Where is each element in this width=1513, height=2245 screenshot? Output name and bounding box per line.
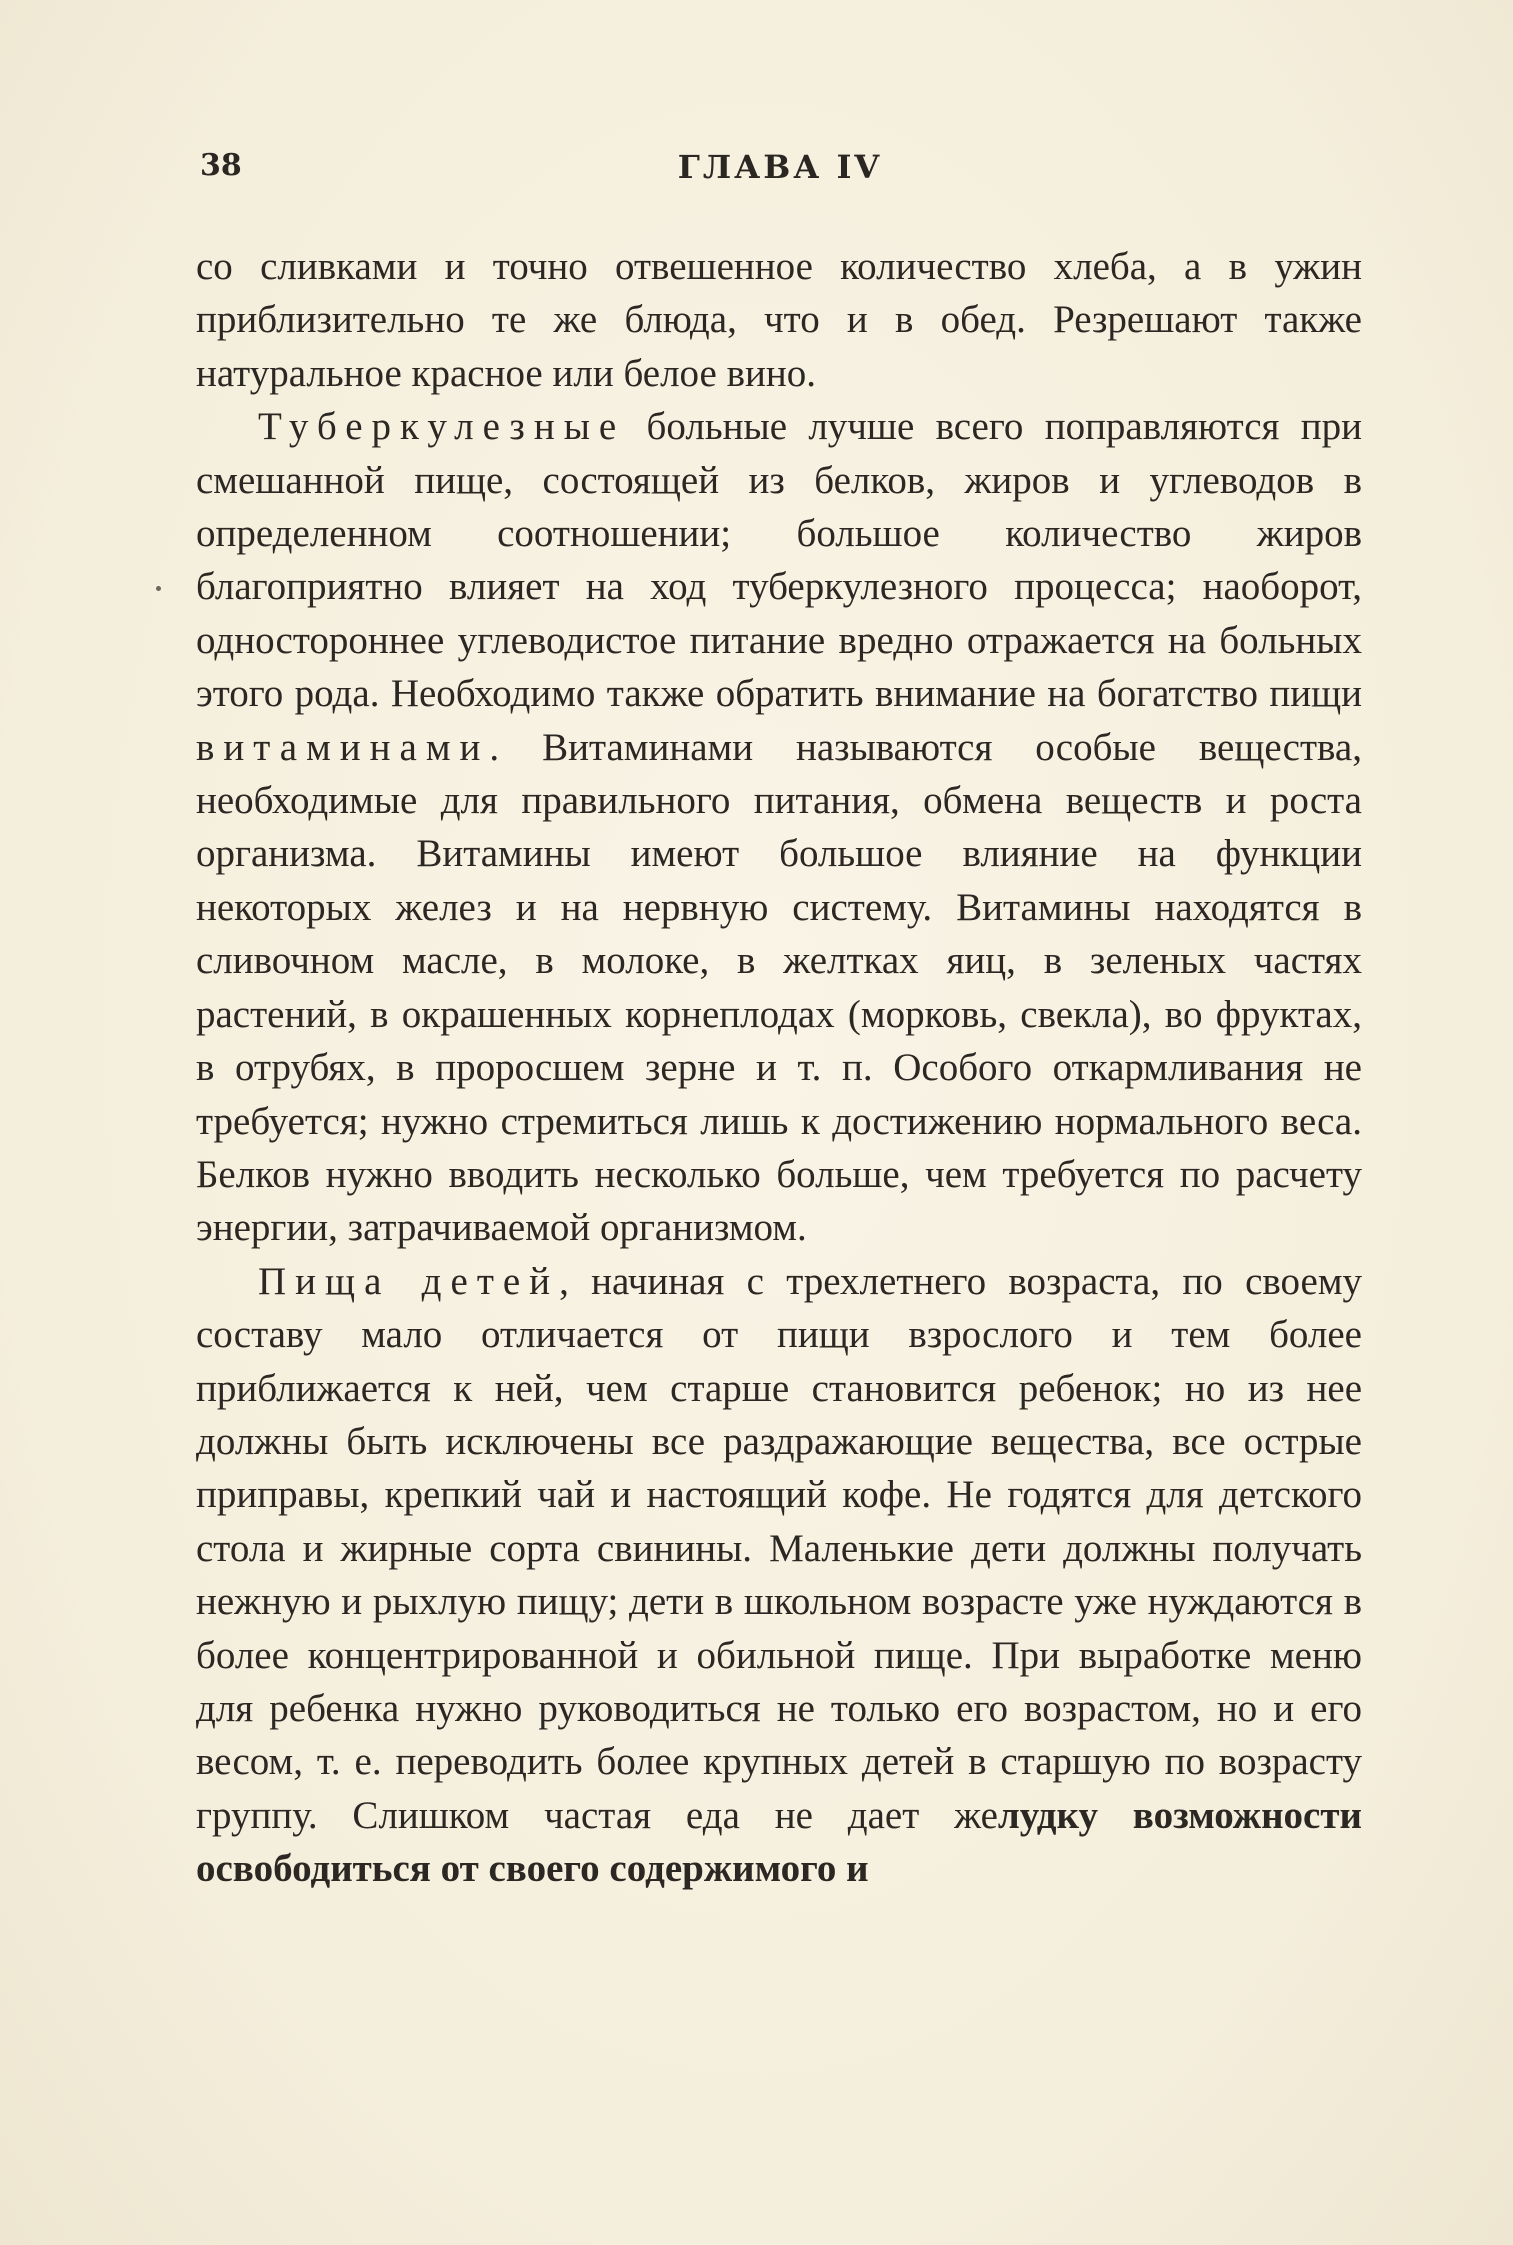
- paragraph-children: [196, 1255, 1362, 1896]
- chapter-heading: ГЛАВА IV: [677, 148, 883, 186]
- paragraph-text: . Витаминами называются особые вещества, необходимые для правильного питания, обмена веществ и роста организма. Витамины имеют большое влияние на функции некоторых желез и на нервную систему. Витамины находятся в сливочном масле, в молоке, в желтках яиц, в зеленых частях растений, в окрашенных корнеплодах (морковь, свекла), во фруктах, в отрубях, в проросшем зерне и т. п. Особого откармливания не требуется; нужно стремиться лишь к достижению нормального веса. Белков нужно вводить несколько больше, чем требуется по расчету энергии, затрачиваемой организмом.: [196, 725, 1362, 1250]
- margin-mark: [156, 586, 161, 591]
- paragraph-text: , начиная с трехлетнего возраста, по своему составу мало отличается от пищи взрослого и тем более приближается к ней, чем старше становится ребенок; но из нее должны быть исключены все раздражающие вещества, все острые приправы, крепкий чай и настоящий кофе. Не годятся для детского стола и жирные сорта свинины. Маленькие дети должны получать нежную и рыхлую пищу; дети в школьном возрасте уже нуждаются в более концентрированной и обильной пище. При выработке меню для ребенка нужно руководиться не только его возрастом, но и его весом, т. е. переводить более крупных детей в старшую по возрасту группу. Слишком частая еда не дает же: [196, 1259, 1363, 1837]
- spaced-term: Пища детей: [258, 1259, 560, 1303]
- page-number: 38: [200, 148, 242, 183]
- paragraph-text-bold: лудку возможности освободиться от своего содержимого и: [196, 1793, 1362, 1891]
- paragraph-continuation: [196, 240, 1362, 400]
- body-text: [196, 240, 1362, 1896]
- paragraph-tuberculosis: [196, 400, 1362, 1255]
- paragraph-text: со сливками и точно отвешенное количество хлеба, а в ужин приблизительно те же блюда, что и в обед. Резрешают также натуральное красное или белое вино.: [196, 245, 1362, 395]
- spaced-term: витаминами: [196, 725, 490, 769]
- spaced-term: Туберкулезные: [258, 405, 626, 449]
- page-header: [200, 148, 1360, 198]
- paragraph-text: больные лучше всего поправляются при смешанной пище, состоящей из белков, жиров и углеводов в определенном соотношении; большое количество жиров благоприятно влияет на ход туберкулезного процесса; наоборот, одностороннее углеводистое питание вредно отражается на больных этого рода. Необходимо также обратить внимание на богатство пищи: [196, 405, 1362, 716]
